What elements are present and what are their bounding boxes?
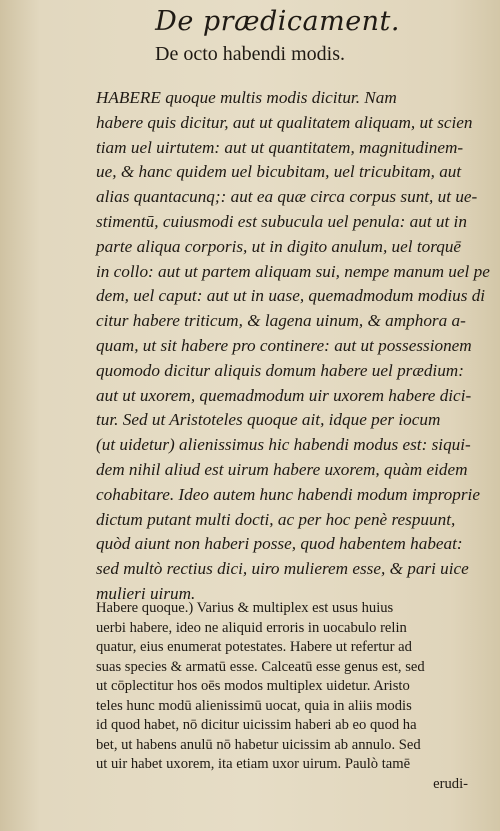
commentary-line: Habere quoque.) Varius & multiplex est usus huius (96, 600, 394, 616)
text-line: quòd aiunt non haberi posse, quod habentem habeat: (96, 534, 463, 554)
commentary-line: suas species & armatū esse. Calceatū esse genus est, sed (96, 658, 425, 675)
text-line: dictum putant multi docti, ac per hoc penè respuunt, (96, 509, 456, 529)
text-line: aut ut uxorem, quemadmodum uir uxorem habere dici- (96, 385, 472, 405)
text-line: alias quantacunq;: aut ea quæ circa corpus sunt, ut ue- (96, 187, 478, 207)
text-line: sed multò rectius dici, uiro mulierem esse, & pari uice (96, 559, 469, 579)
running-head: De prædicament. (155, 6, 400, 37)
text-line: dem, uel caput: aut ut in uase, quemadmodum modius di (96, 286, 486, 306)
commentary-line: quatur, eius enumerat potestates. Habere ut refertur ad (96, 639, 412, 655)
catchword: erudi- (433, 775, 468, 792)
text-line: quam, ut sit habere pro continere: aut ut possessionem (96, 335, 472, 355)
text-line: cohabitare. Ideo autem hunc habendi modum improprie (96, 484, 480, 504)
text-line: quomodo dicitur aliquis domum habere uel prædium: (96, 360, 464, 380)
main-text-block (96, 86, 490, 607)
section-title: De octo habendi modis. (155, 43, 345, 65)
commentary-block (96, 599, 468, 794)
commentary-line: teles hunc modū alienissimū uocat, quia in aliis modis (96, 697, 412, 714)
text-line: mulieri uirum. (96, 583, 196, 603)
text-line: habere quis dicitur, aut ut qualitatem aliquam, ut scien (96, 112, 473, 132)
commentary-line: ut cōplectitur hos oēs modos multiplex uidetur. Aristo (96, 678, 410, 694)
text-line: dem nihil aliud est uirum habere uxorem, quàm eidem (96, 459, 468, 479)
commentary-line: ut uir habet uxorem, ita etiam uxor uirum. Paulò tamē (96, 756, 411, 772)
text-line: parte aliqua corporis, ut in digito anulum, uel torquē (96, 236, 462, 256)
text-line: (ut uidetur) alienissimus hic habendi modus est: siqui- (96, 435, 471, 455)
text-line: ue, & hanc quidem uel bicubitam, uel tricubitam, aut (96, 162, 462, 182)
commentary-line: uerbi habere, ideo ne aliquid erroris in uocabulo relin (96, 619, 407, 636)
commentary-line: id quod habet, nō dicitur uicissim haberi ab eo quod ha (96, 717, 417, 733)
text-line: in collo: aut ut partem aliquam sui, nempe manum uel pe (96, 261, 490, 281)
text-line: tiam uel uirtutem: aut ut quantitatem, magnitudinem- (96, 137, 464, 157)
text-line: stimentū, cuiusmodi est subucula uel penula: aut ut in (96, 211, 467, 231)
text-line: HABERE quoque multis modis dicitur. Nam (96, 88, 397, 107)
text-line: tur. Sed ut Aristoteles quoque ait, idque per iocum (96, 410, 441, 430)
commentary-line: bet, ut habens anulū nō habetur uicissim ab annulo. Sed (96, 736, 421, 753)
text-line: citur habere triticum, & lagena uinum, & amphora a- (96, 311, 466, 331)
